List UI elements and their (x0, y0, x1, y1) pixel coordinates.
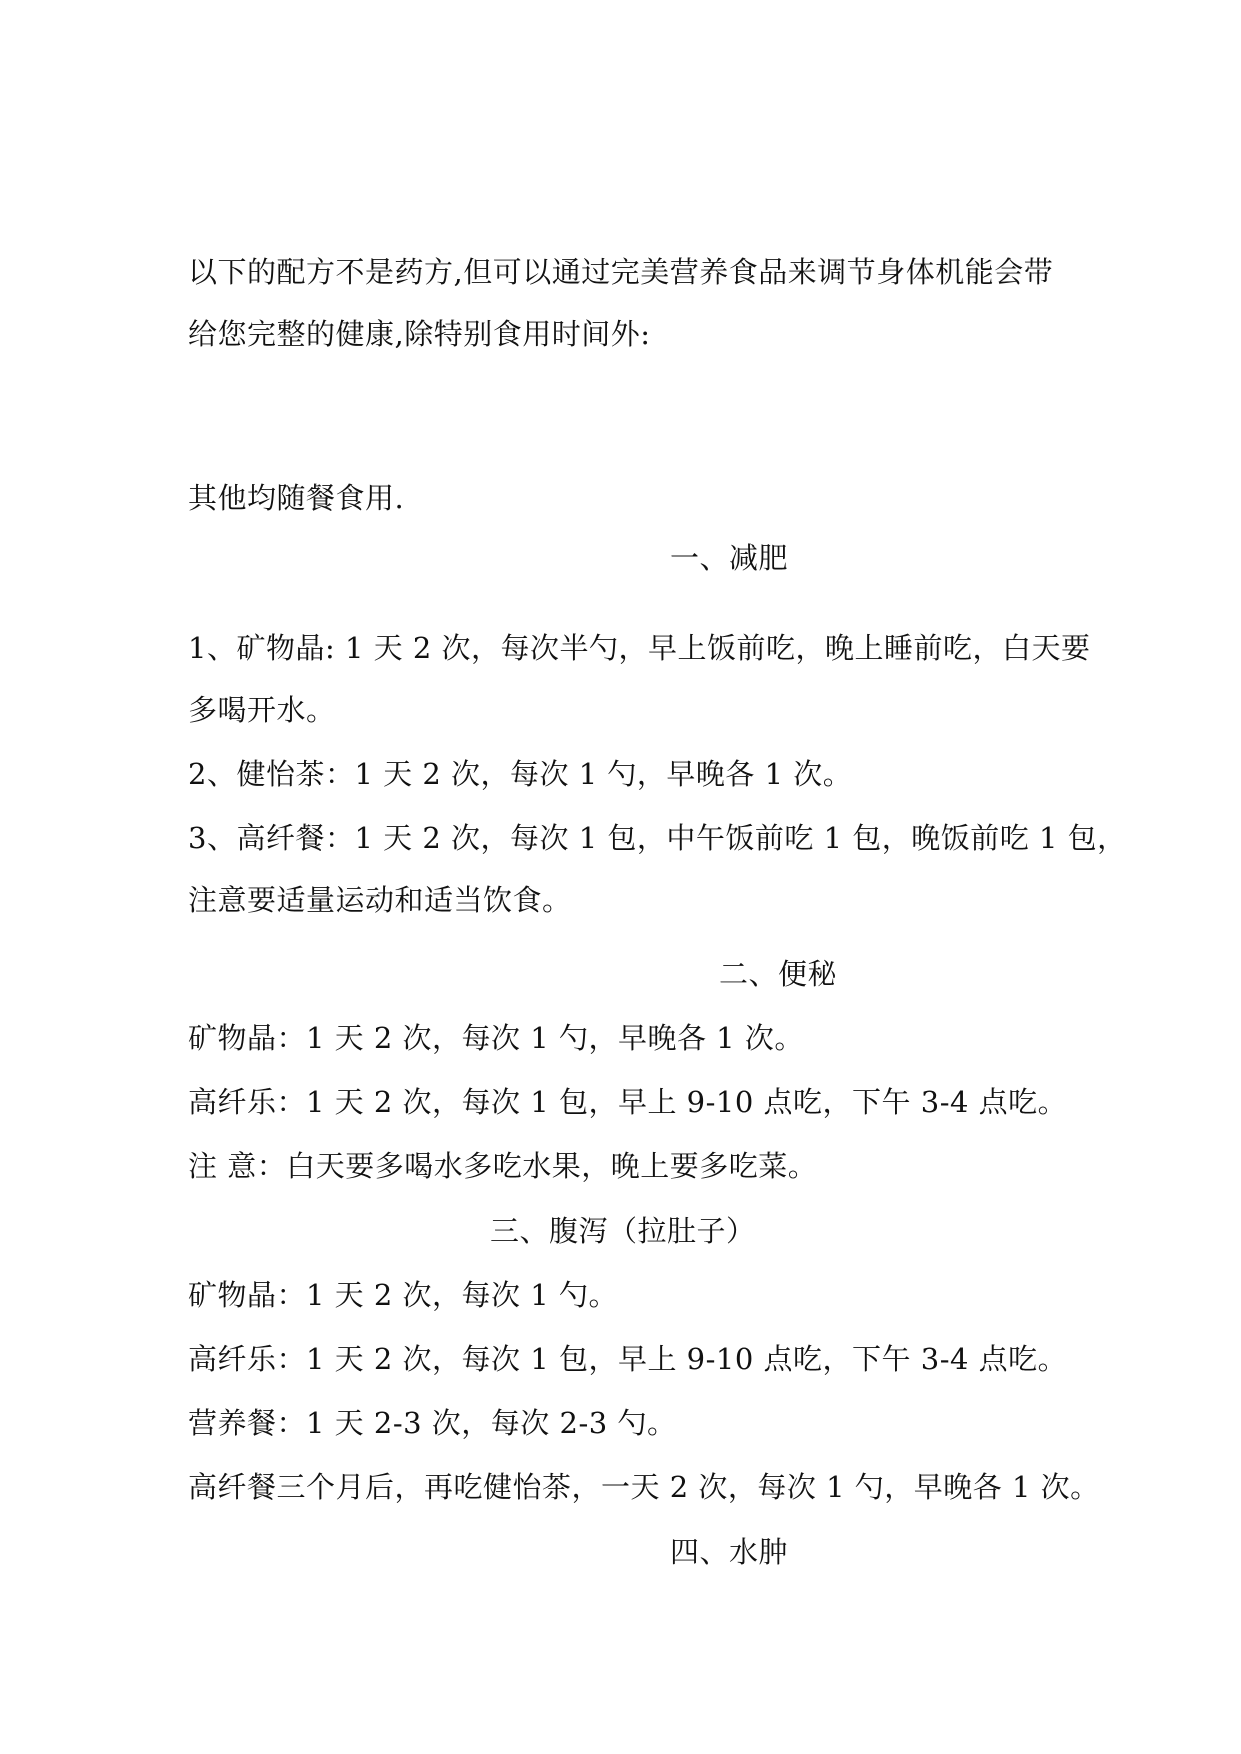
intro-line-3: 其他均随餐食用. (188, 481, 405, 515)
section-1-line-1: 1、矿物晶: 1 天 2 次，每次半勺，早上饭前吃，晚上睡前吃，白天要 (188, 631, 1091, 665)
intro-line-2: 给您完整的健康,除特别食用时间外: (188, 317, 651, 351)
section-1-line-2: 多喝开水。 (188, 693, 336, 727)
section-1-line-4: 3、高纤餐：1 天 2 次，每次 1 包，中午饭前吃 1 包，晚饭前吃 1 包， (188, 821, 1127, 855)
section-1-line-3: 2、健怡茶：1 天 2 次，每次 1 勺，早晚各 1 次。 (188, 757, 853, 791)
section-heading-diarrhea: 三、腹泻（拉肚子） (490, 1214, 756, 1248)
section-heading-weight-loss: 一、减肥 (670, 541, 789, 575)
section-3-line-2: 高纤乐：1 天 2 次，每次 1 包，早上 9-10 点吃，下午 3-4 点吃。 (188, 1342, 1068, 1376)
section-2-line-2: 高纤乐：1 天 2 次，每次 1 包，早上 9-10 点吃，下午 3-4 点吃。 (188, 1085, 1068, 1119)
section-3-line-1: 矿物晶：1 天 2 次，每次 1 勺。 (188, 1278, 618, 1312)
section-3-line-4: 高纤餐三个月后，再吃健怡茶，一天 2 次，每次 1 勺，早晚各 1 次。 (188, 1470, 1100, 1504)
section-heading-edema: 四、水肿 (670, 1535, 789, 1569)
section-3-line-3: 营养餐：1 天 2-3 次，每次 2-3 勺。 (188, 1406, 677, 1440)
intro-line-1: 以下的配方不是药方,但可以通过完美营养食品来调节身体机能会带 (188, 255, 1054, 289)
section-2-line-3: 注 意：白天要多喝水多吃水果，晚上要多吃菜。 (188, 1149, 818, 1183)
section-2-line-1: 矿物晶：1 天 2 次，每次 1 勺，早晚各 1 次。 (188, 1021, 804, 1055)
section-heading-constipation: 二、便秘 (719, 957, 838, 991)
section-1-line-5: 注意要适量运动和适当饮食。 (188, 883, 572, 917)
